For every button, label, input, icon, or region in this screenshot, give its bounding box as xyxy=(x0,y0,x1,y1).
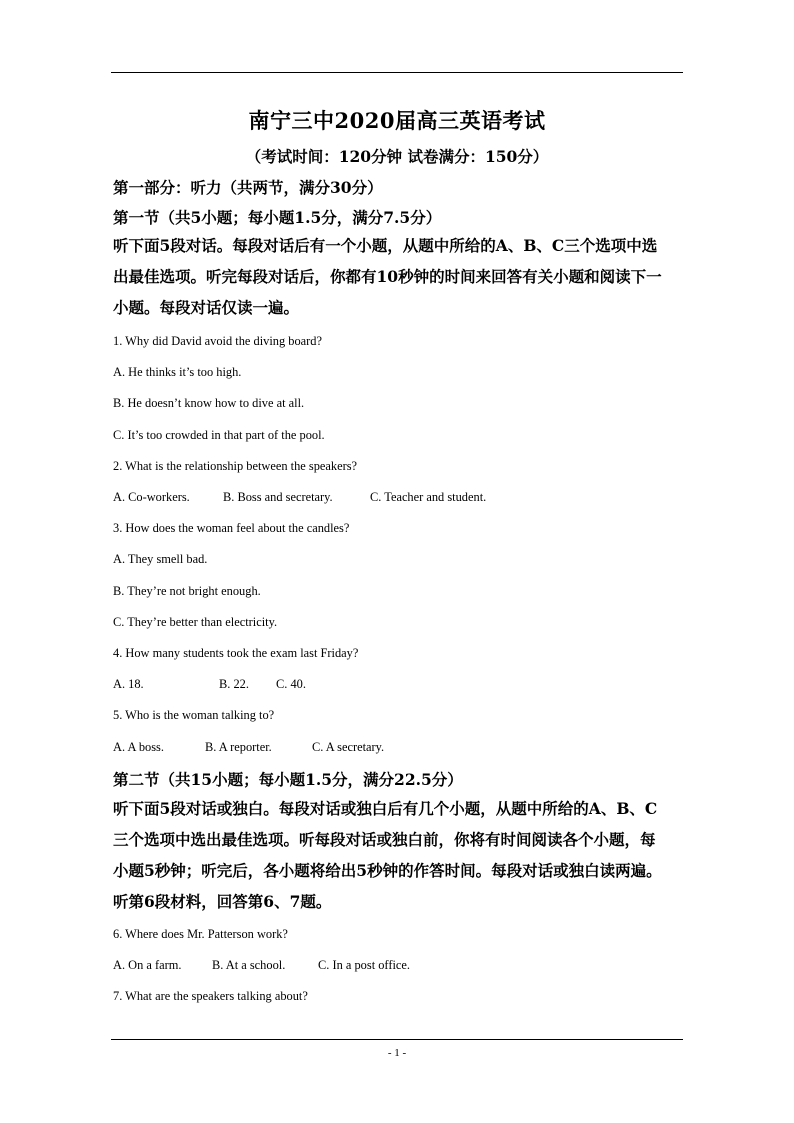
question-4: 4. How many students took the exam last Friday? xyxy=(113,646,359,660)
option-4b: B. 22. xyxy=(219,677,249,691)
option-4c: C. 40. xyxy=(276,677,306,691)
instruction-line: 小题。每段对话仅读一遍。 xyxy=(113,298,300,317)
options-2 xyxy=(113,490,486,505)
exam-title: 南宁三中2020届高三英语考试 xyxy=(248,108,546,133)
question-5: 5. Who is the woman talking to? xyxy=(113,708,275,722)
part1-heading: 第一部分：听力（共两节，满分30分） xyxy=(113,178,383,197)
question-2: 2. What is the relationship between the speakers? xyxy=(113,459,358,473)
option-2a: A. Co-workers. xyxy=(113,490,190,504)
option-6c: C. In a post office. xyxy=(318,958,410,972)
option-3b: B. They’re not bright enough. xyxy=(113,584,261,598)
option-1c: C. It’s too crowded in that part of the pool. xyxy=(113,428,325,442)
option-6a: A. On a farm. xyxy=(113,958,182,972)
option-5a: A. A boss. xyxy=(113,740,164,754)
header-rule xyxy=(111,72,683,73)
options-5 xyxy=(113,740,384,755)
option-2b: B. Boss and secretary. xyxy=(223,490,333,504)
question-3: 3. How does the woman feel about the candles? xyxy=(113,521,350,535)
instruction-line: 出最佳选项。听完每段对话后，你都有10秒钟的时间来回答有关小题和阅读下一 xyxy=(113,267,662,286)
section2-heading: 第二节（共15小题；每小题1.5分，满分22.5分） xyxy=(113,770,463,789)
option-4a: A. 18. xyxy=(113,677,144,691)
page-number: - 1 - xyxy=(387,1047,407,1059)
option-5b: B. A reporter. xyxy=(205,740,272,754)
option-2c: C. Teacher and student. xyxy=(370,490,487,504)
option-6b: B. At a school. xyxy=(212,958,286,972)
instruction-line: 三个选项中选出最佳选项。听每段对话或独白前，你将有时间阅读各个小题，每 xyxy=(113,830,656,849)
option-1a: A. He thinks it’s too high. xyxy=(113,365,242,379)
instruction-line: 小题5秒钟；听完后，各小题将给出5秒钟的作答时间。每段对话或独白读两遍。 xyxy=(113,861,662,880)
option-5c: C. A secretary. xyxy=(312,740,385,754)
instruction-line: 听下面5段对话或独白。每段对话或独白后有几个小题，从题中所给的A、B、C xyxy=(113,799,658,818)
section1-instructions xyxy=(113,230,685,323)
section1-heading: 第一节（共5小题；每小题1.5分，满分7.5分） xyxy=(113,208,442,227)
question-1: 1. Why did David avoid the diving board? xyxy=(113,334,322,348)
footer-rule xyxy=(111,1039,683,1040)
instruction-line: 听下面5段对话。每段对话后有一个小题，从题中所给的A、B、C三个选项中选 xyxy=(113,236,658,255)
option-3a: A. They smell bad. xyxy=(113,552,208,566)
question-7: 7. What are the speakers talking about? xyxy=(113,989,308,1003)
options-6 xyxy=(113,958,410,973)
option-3c: C. They’re better than electricity. xyxy=(113,615,278,629)
exam-subtitle: （考试时间：120分钟 试卷满分：150分） xyxy=(245,147,549,166)
section2-instructions xyxy=(113,793,685,917)
question-6: 6. Where does Mr. Patterson work? xyxy=(113,927,288,941)
options-4 xyxy=(113,677,306,692)
instruction-line: 听第6段材料，回答第6、7题。 xyxy=(113,892,332,911)
option-1b: B. He doesn’t know how to dive at all. xyxy=(113,396,305,410)
